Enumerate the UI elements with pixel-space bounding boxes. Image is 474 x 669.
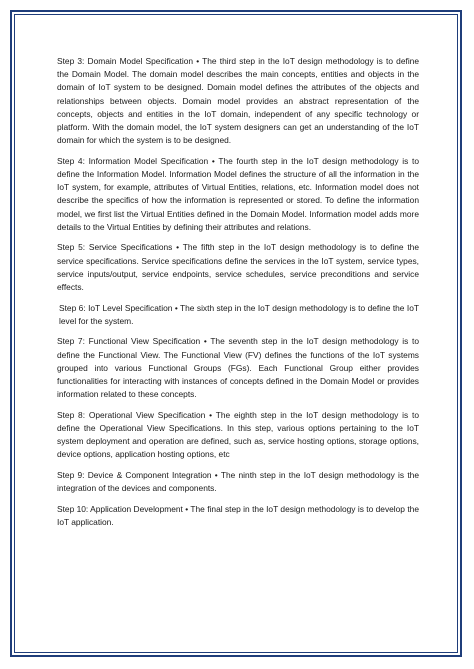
document-body	[57, 55, 419, 537]
paragraph-step-10: Step 10: Application Development • The final step in the IoT design methodology is to develop the IoT application.	[57, 503, 419, 528]
paragraph-step-9: Step 9: Device & Component Integration • The ninth step in the IoT design methodology is the integration of the devices and components.	[57, 470, 419, 494]
paragraph-step-4: Step 4: Information Model Specification • The fourth step in the IoT design methodology is to define the Information Model. Information Model defines the structure of all the information in the IoT system, for example, attributes of Virtual Entities, relations, etc. Information model does not describe the specifics of how the information is represented or stored. To define the information model, we first list the Virtual Entities defined in the Domain Model. Information model adds more details to the Virtual Entities by defining their attributes and relations.	[57, 155, 419, 232]
paragraph-step-5: Step 5: Service Specifications • The fifth step in the IoT design methodology is to define the service specifications. Service specifications define the services in the IoT system, service types, service inputs/output, service endpoints, service schedules, service preconditions and service effects.	[57, 242, 419, 293]
paragraph-step-6: Step 6: IoT Level Specification • The sixth step in the IoT design methodology is to define the IoT level for the system.	[59, 302, 419, 326]
paragraph-step-7: Step 7: Functional View Specification • The seventh step in the IoT design methodology is to define the Functional View. The Functional View (FV) defines the functions of the IoT systems grouped into various Functional Groups (FGs). Each Functional Group either provides functionalities for interacting with instances of concepts defined in the Domain Model or provides information related to these concepts.	[57, 336, 419, 400]
paragraph-step-3: Step 3: Domain Model Specification • The third step in the IoT design methodology is to define the Domain Model. The domain model describes the main concepts, entities and objects in the domain of IoT system to be designed. Domain model defines the attributes of the objects and relationships between objects. Domain model provides an abstract representation of the concepts, objects and entities in the IoT domain, independent of any specific technology or platform. With the domain model, the IoT system designers can get an understanding of the IoT domain for which the system is to be designed.	[57, 56, 419, 146]
paragraph-step-8: Step 8: Operational View Specification • The eighth step in the IoT design methodology is to define the Operational View Specifications. In this step, various options pertaining to the IoT system deployment and operation are defined, such as, service hosting options, storage options, device options, application hosting options, etc	[57, 409, 419, 460]
